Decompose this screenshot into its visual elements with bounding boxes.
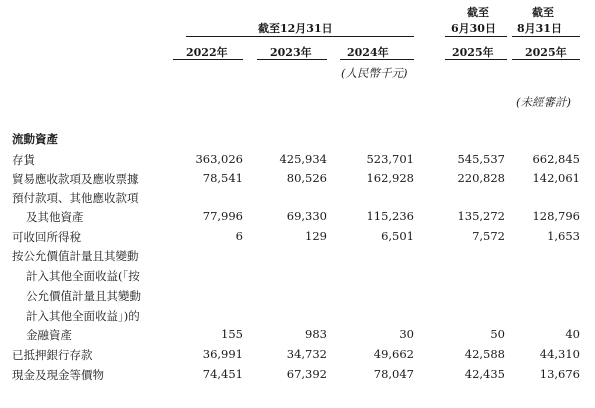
- header-jun-rule: [445, 36, 507, 37]
- section-title: 流動資產: [12, 132, 58, 146]
- row-value: 44,310: [539, 347, 580, 361]
- header-aug-rule: [512, 36, 580, 37]
- row-value: 983: [305, 327, 327, 341]
- year-rule-2024: [340, 59, 414, 60]
- row-label: 可收回所得稅: [12, 230, 81, 244]
- year-rule-2025-aug: [512, 59, 580, 60]
- row-label: 公允價值計量且其變動: [26, 289, 141, 303]
- row-value: 129: [305, 229, 327, 243]
- row-value: 115,236: [366, 209, 414, 223]
- row-value: 6: [235, 229, 243, 243]
- row-value: 42,588: [464, 347, 505, 361]
- year-header-2022: 2022年: [186, 46, 228, 59]
- row-value: 425,934: [279, 152, 327, 166]
- row-label: 存貨: [12, 153, 35, 167]
- header-jun-bottom: 6月30日: [451, 22, 496, 35]
- year-header-2024: 2024年: [347, 46, 389, 59]
- row-value: 30: [399, 327, 414, 341]
- row-value: 662,845: [532, 152, 580, 166]
- row-value: 6,501: [381, 229, 414, 243]
- row-value: 155: [221, 327, 243, 341]
- row-value: 220,828: [457, 171, 505, 185]
- row-value: 69,330: [286, 209, 327, 223]
- row-value: 36,991: [202, 347, 243, 361]
- currency-note: (人民幣千元): [341, 66, 408, 80]
- row-value: 77,996: [202, 209, 243, 223]
- row-label: 預付款項、其他應收款項: [12, 191, 139, 205]
- row-label: 按公允價值計量且其變動: [12, 249, 139, 263]
- year-rule-2022: [173, 59, 243, 60]
- row-value: 363,026: [195, 152, 243, 166]
- year-header-2025-aug: 2025年: [525, 46, 567, 59]
- row-value: 40: [565, 327, 580, 341]
- header-jun-top: 截至: [467, 6, 489, 19]
- row-value: 50: [490, 327, 505, 341]
- row-value: 78,541: [202, 171, 243, 185]
- header-dec31-rule: [186, 36, 414, 37]
- row-label: 已抵押銀行存款: [12, 348, 93, 362]
- row-value: 128,796: [532, 209, 580, 223]
- row-label: 及其他資產: [26, 210, 84, 224]
- row-label: 現金及現金等價物: [12, 368, 104, 382]
- row-value: 142,061: [532, 171, 580, 185]
- row-value: 67,392: [286, 367, 327, 381]
- row-value: 74,451: [202, 367, 243, 381]
- row-value: 523,701: [366, 152, 414, 166]
- row-value: 34,732: [286, 347, 327, 361]
- row-label: 計入其他全面收益」)的: [26, 309, 140, 323]
- row-label: 貿易應收款項及應收票據: [12, 172, 139, 186]
- row-label: 計入其他全面收益(「按: [26, 269, 140, 283]
- header-aug-bottom: 8月31日: [517, 22, 562, 35]
- row-value: 78,047: [373, 367, 414, 381]
- year-header-2025-jun: 2025年: [452, 46, 494, 59]
- year-rule-2025-jun: [445, 59, 507, 60]
- row-value: 13,676: [539, 367, 580, 381]
- row-value: 135,272: [457, 209, 505, 223]
- row-value: 42,435: [464, 367, 505, 381]
- header-aug-top: 截至: [532, 6, 554, 19]
- row-value: 49,662: [373, 347, 414, 361]
- row-value: 80,526: [286, 171, 327, 185]
- row-value: 162,928: [366, 171, 414, 185]
- unaudited-note: (未經審計): [516, 95, 571, 109]
- header-dec31-group: 截至12月31日: [258, 22, 333, 35]
- row-value: 7,572: [472, 229, 505, 243]
- year-rule-2023: [257, 59, 327, 60]
- row-value: 1,653: [547, 229, 580, 243]
- row-value: 545,537: [457, 152, 505, 166]
- year-header-2023: 2023年: [270, 46, 312, 59]
- row-label: 金融資產: [26, 328, 72, 342]
